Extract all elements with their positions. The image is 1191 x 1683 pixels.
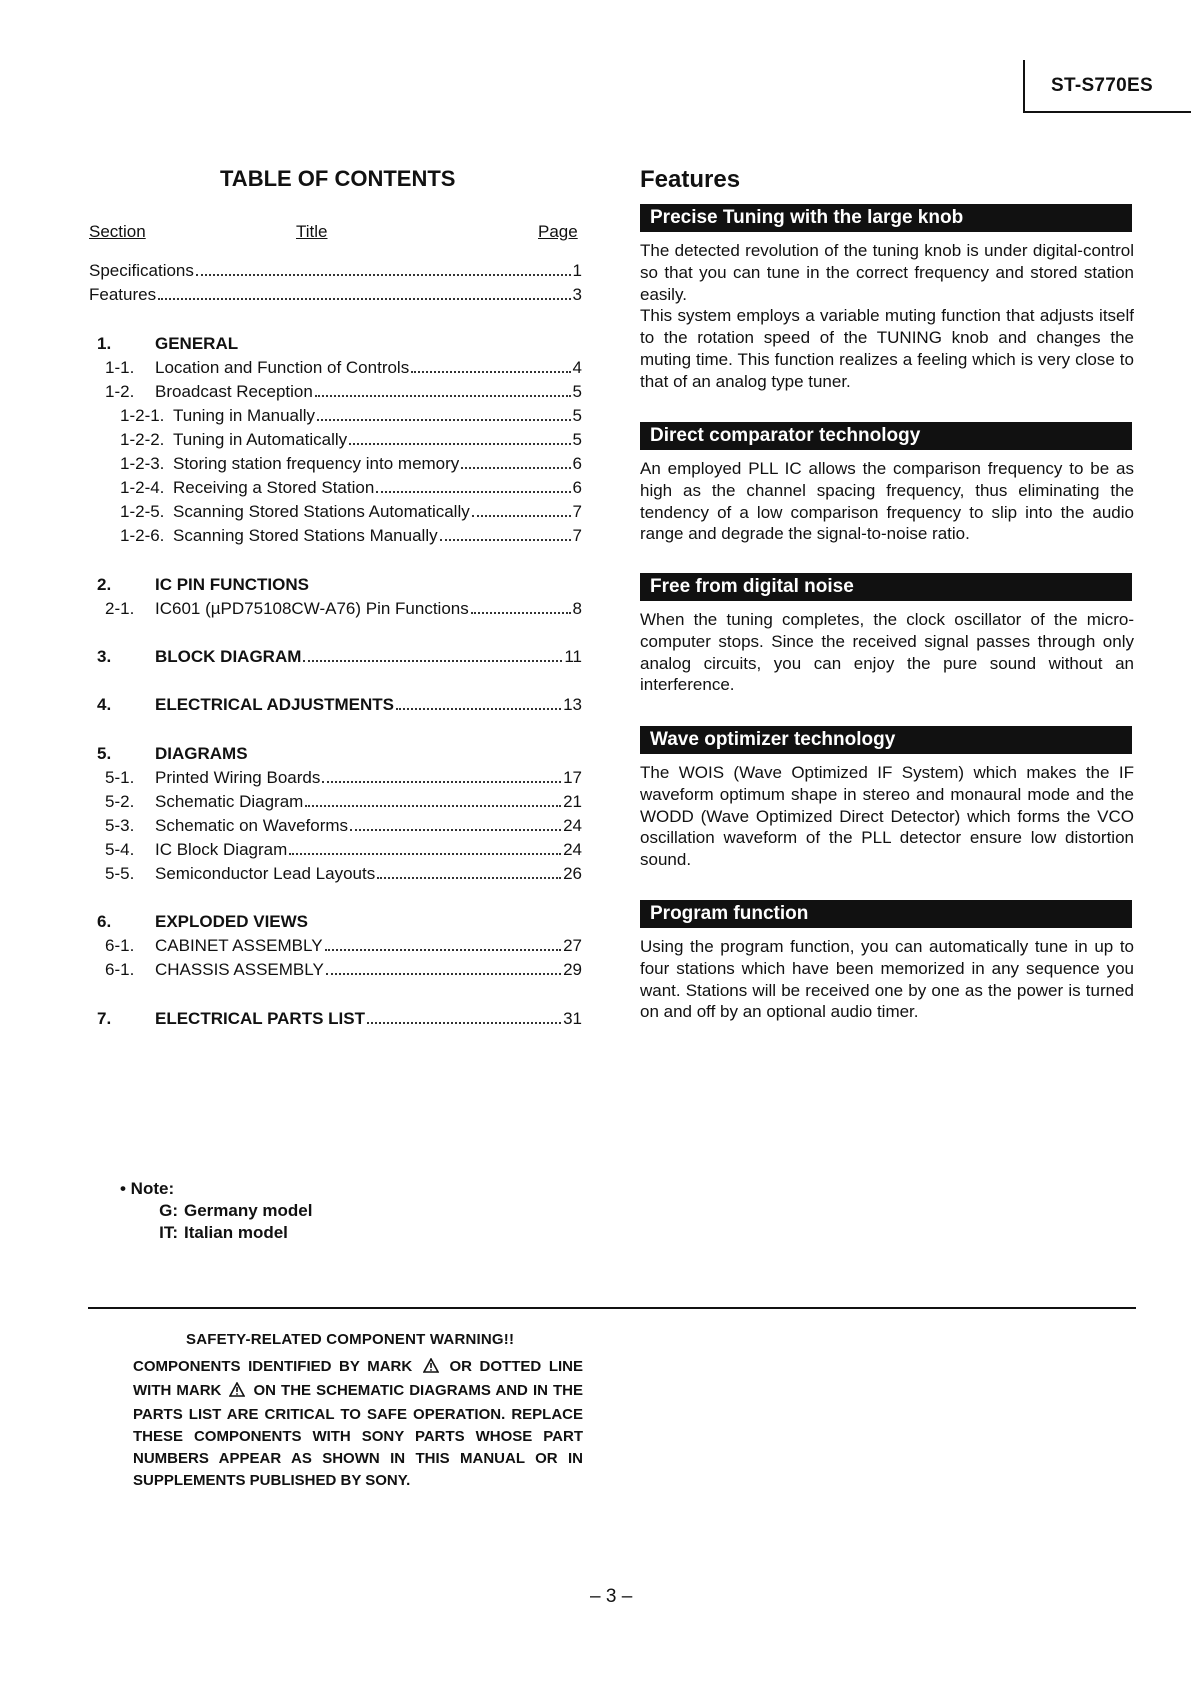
toc-entry[interactable] xyxy=(97,646,582,668)
toc-entry[interactable] xyxy=(105,815,582,837)
toc-entry-page: 5 xyxy=(572,430,582,449)
toc-entry-label: Semiconductor Lead Layouts xyxy=(155,864,376,883)
features-title: Features xyxy=(640,166,741,193)
toc-entry-label: Specifications xyxy=(89,261,194,280)
toc-entry[interactable] xyxy=(105,839,582,861)
safety-warning-text xyxy=(133,1356,583,1492)
toc-entry[interactable] xyxy=(105,767,582,789)
toc-entry-page: 26 xyxy=(563,864,582,883)
toc-entry-label: Location and Function of Controls xyxy=(155,358,410,377)
feature-heading-bar: Wave optimizer technology xyxy=(640,726,1132,754)
model-number: ST-S770ES xyxy=(1051,75,1153,96)
toc-entry-label: Scanning Stored Stations Manually xyxy=(173,526,438,545)
toc-leader xyxy=(315,395,571,397)
note-title: • Note: xyxy=(120,1179,175,1198)
toc-entry-label: Storing station frequency into memory xyxy=(173,454,460,473)
toc-leader xyxy=(305,805,561,807)
toc-leader xyxy=(158,298,570,300)
toc-entry-label: IC Block Diagram xyxy=(155,840,288,859)
toc-leader xyxy=(350,829,561,831)
toc-leader xyxy=(322,781,561,783)
toc-entry[interactable] xyxy=(120,453,582,475)
toc-entry[interactable] xyxy=(105,863,582,885)
toc-section-heading[interactable] xyxy=(97,574,590,596)
toc-entry-number: 5. xyxy=(97,744,112,763)
feature-description xyxy=(640,458,1134,545)
toc-entry-page: 13 xyxy=(563,695,582,714)
toc-entry-page: 21 xyxy=(563,792,582,811)
safety-title: SAFETY-RELATED COMPONENT WARNING!! xyxy=(186,1331,515,1348)
toc-leader xyxy=(289,853,561,855)
feature-paragraph: This system employs a variable muting function that adjusts itself to the rotation speed of the TUNING knob and changes the muting time. This function realizes a feeling which is very close to that of an analog type tuner. xyxy=(640,306,1134,391)
safety-text-part: OR DOTTED LINE WITH MARK xyxy=(133,1358,583,1399)
toc-entry[interactable] xyxy=(105,357,582,379)
toc-entry[interactable] xyxy=(105,959,582,981)
toc-entry-page: 29 xyxy=(563,960,582,979)
toc-leader xyxy=(461,467,570,469)
feature-heading-bar: Precise Tuning with the large knob xyxy=(640,204,1132,232)
toc-entry-number: 3. xyxy=(97,647,112,666)
toc-leader xyxy=(326,973,561,975)
toc-entry-label: Schematic Diagram xyxy=(155,792,304,811)
toc-entry-number: 6-1. xyxy=(105,960,135,979)
feature-description xyxy=(640,936,1134,1023)
toc-entry-label: Tuning in Automatically xyxy=(173,430,348,449)
warning-triangle-icon xyxy=(229,1382,245,1404)
note-item xyxy=(120,1222,313,1244)
toc-entry[interactable] xyxy=(97,694,582,716)
toc-entry-label: Receiving a Stored Station xyxy=(173,478,375,497)
toc-entry[interactable] xyxy=(120,477,582,499)
toc-entry[interactable] xyxy=(97,1008,582,1030)
toc-entry[interactable] xyxy=(120,405,582,427)
toc-entry[interactable] xyxy=(89,260,582,282)
toc-title: TABLE OF CONTENTS xyxy=(220,166,456,191)
toc-leader xyxy=(367,1022,561,1024)
toc-entry-label: Scanning Stored Stations Automatically xyxy=(173,502,470,521)
toc-leader xyxy=(377,877,561,879)
toc-entry-label: Schematic on Waveforms xyxy=(155,816,349,835)
toc-entry-label: IC601 (µPD75108CW-A76) Pin Functions xyxy=(155,599,469,618)
toc-leader xyxy=(303,660,562,662)
toc-entry[interactable] xyxy=(105,935,582,957)
toc-entry-number: 5-2. xyxy=(105,792,135,811)
note-key: G: xyxy=(159,1201,178,1220)
toc-entry-page: 8 xyxy=(572,599,582,618)
toc-leader xyxy=(325,949,562,951)
toc-entry-page: 27 xyxy=(563,936,582,955)
toc-entry-label: EXPLODED VIEWS xyxy=(155,912,309,931)
feature-paragraph: When the tuning completes, the clock oscillator of the micro-computer stops. Since the received signal passes through only analog circuits, you can enjoy the pure sound without an interference. xyxy=(640,610,1134,695)
feature-description xyxy=(640,609,1134,696)
feature-paragraph: The detected revolution of the tuning knob is under digital-control so that you can tune in the correct frequency and stored station easily. xyxy=(640,241,1134,304)
toc-entry-page: 24 xyxy=(563,840,582,859)
toc-leader xyxy=(317,419,570,421)
toc-entry[interactable] xyxy=(105,791,582,813)
toc-entry-page: 6 xyxy=(572,478,582,497)
toc-entry-number: 2-1. xyxy=(105,599,135,618)
feature-paragraph: An employed PLL IC allows the comparison frequency to be as high as the channel spacing frequency, thus eliminating the tendency of a low comparison frequency to slip into the audio range and degrade the signal-to-noise ratio. xyxy=(640,459,1134,544)
toc-entry-number: 5-5. xyxy=(105,864,135,883)
toc-entry-number: 1-2-3. xyxy=(120,454,165,473)
toc-entry-number: 1-2. xyxy=(105,382,135,401)
toc-leader xyxy=(440,539,571,541)
feature-heading-bar: Free from digital noise xyxy=(640,573,1132,601)
toc-entry-label: IC PIN FUNCTIONS xyxy=(155,575,309,594)
toc-entry[interactable] xyxy=(105,381,582,403)
toc-leader xyxy=(411,371,570,373)
toc-entry-label: Broadcast Reception xyxy=(155,382,313,401)
page-number: – 3 – xyxy=(590,1586,633,1607)
toc-entry[interactable] xyxy=(120,525,582,547)
toc-entry-label: BLOCK DIAGRAM xyxy=(155,647,302,666)
toc-col-section: Section xyxy=(89,222,146,241)
toc-col-page: Page xyxy=(538,222,578,241)
toc-section-heading[interactable] xyxy=(97,911,590,933)
toc-section-heading[interactable] xyxy=(97,333,590,355)
toc-entry[interactable] xyxy=(105,598,582,620)
toc-entry-label: Tuning in Manually xyxy=(173,406,316,425)
toc-entry-page: 5 xyxy=(572,406,582,425)
toc-col-title: Title xyxy=(296,222,328,241)
toc-entry-label: ELECTRICAL ADJUSTMENTS xyxy=(155,695,394,714)
toc-entry-number: 6. xyxy=(97,912,112,931)
toc-entry-number: 1-2-4. xyxy=(120,478,165,497)
toc-entry-label: CABINET ASSEMBLY xyxy=(155,936,323,955)
note-text: Italian model xyxy=(184,1223,288,1242)
toc-entry-number: 2. xyxy=(97,575,112,594)
toc-entry-number: 5-4. xyxy=(105,840,135,859)
toc-entry-page: 31 xyxy=(563,1009,582,1028)
toc-entry-page: 7 xyxy=(572,502,582,521)
toc-entry-number: 5-3. xyxy=(105,816,135,835)
toc-entry-label: ELECTRICAL PARTS LIST xyxy=(155,1009,365,1028)
toc-entry-label: Printed Wiring Boards xyxy=(155,768,321,787)
toc-entry-number: 6-1. xyxy=(105,936,135,955)
toc-entry-label: Features xyxy=(89,285,157,304)
warning-triangle-icon xyxy=(423,1358,439,1380)
toc-entry-number: 5-1. xyxy=(105,768,135,787)
toc-leader xyxy=(471,612,571,614)
toc-entry[interactable] xyxy=(120,501,582,523)
model-note xyxy=(120,1178,313,1244)
toc-entry-label: GENERAL xyxy=(155,334,239,353)
toc-entry[interactable] xyxy=(120,429,582,451)
toc-leader xyxy=(349,443,570,445)
toc-entry-page: 7 xyxy=(572,526,582,545)
divider xyxy=(88,1307,1136,1309)
toc-entry-number: 7. xyxy=(97,1009,112,1028)
toc-entry-page: 24 xyxy=(563,816,582,835)
feature-description xyxy=(640,240,1134,393)
toc-leader xyxy=(196,274,571,276)
toc-entry-page: 11 xyxy=(564,647,582,666)
toc-leader xyxy=(472,515,571,517)
toc-entry-number: 1-1. xyxy=(105,358,135,377)
note-text: Germany model xyxy=(184,1201,313,1220)
safety-text-part: ON THE SCHEMATIC DIAGRAMS AND IN THE PARTS LIST ARE CRITICAL TO SAFE OPERATION. REPLACE THESE COMPONENTS WITH SONY PARTS WHOSE PART NUMBERS APPEAR AS SHOWN IN THIS MANUAL OR IN SUPPLEMENTS PUBLISHED BY SONY. xyxy=(133,1382,583,1489)
toc-section-heading[interactable] xyxy=(97,743,590,765)
toc-leader xyxy=(396,708,561,710)
toc-entry-page: 6 xyxy=(572,454,582,473)
toc-entry-number: 1-2-6. xyxy=(120,526,165,545)
safety-text-part: COMPONENTS IDENTIFIED BY MARK xyxy=(133,1358,413,1375)
note-item xyxy=(120,1200,313,1222)
toc-entry-number: 1. xyxy=(97,334,112,353)
model-header xyxy=(1023,60,1191,113)
toc-entry-number: 1-2-2. xyxy=(120,430,165,449)
toc-entry-number: 4. xyxy=(97,695,112,714)
toc-entry-page: 5 xyxy=(572,382,582,401)
toc-entry-label: DIAGRAMS xyxy=(155,744,248,763)
toc-entry-page: 4 xyxy=(572,358,582,377)
toc-entry[interactable] xyxy=(89,284,582,306)
feature-description xyxy=(640,762,1134,871)
toc-entry-page: 3 xyxy=(572,285,582,304)
toc-leader xyxy=(376,491,570,493)
note-key: IT: xyxy=(159,1223,178,1242)
toc-entry-number: 1-2-1. xyxy=(120,406,165,425)
feature-heading-bar: Program function xyxy=(640,900,1132,928)
toc-entry-page: 1 xyxy=(572,261,582,280)
feature-heading-bar: Direct comparator technology xyxy=(640,422,1132,450)
feature-paragraph: Using the program function, you can automatically tune in up to four stations which have been memorized in any sequence you want. Stations will be received one by one as the power is turned on and off by an optional audio timer. xyxy=(640,937,1134,1022)
toc-entry-number: 1-2-5. xyxy=(120,502,165,521)
toc-entry-page: 17 xyxy=(563,768,582,787)
feature-paragraph: The WOIS (Wave Optimized IF System) which makes the IF waveform optimum shape in stereo and monaural mode and the WODD (Wave Optimized Direct Detector) which forms the VCO oscillation waveform of the PLL detector ensure low distortion sound. xyxy=(640,763,1134,870)
toc-entry-label: CHASSIS ASSEMBLY xyxy=(155,960,324,979)
